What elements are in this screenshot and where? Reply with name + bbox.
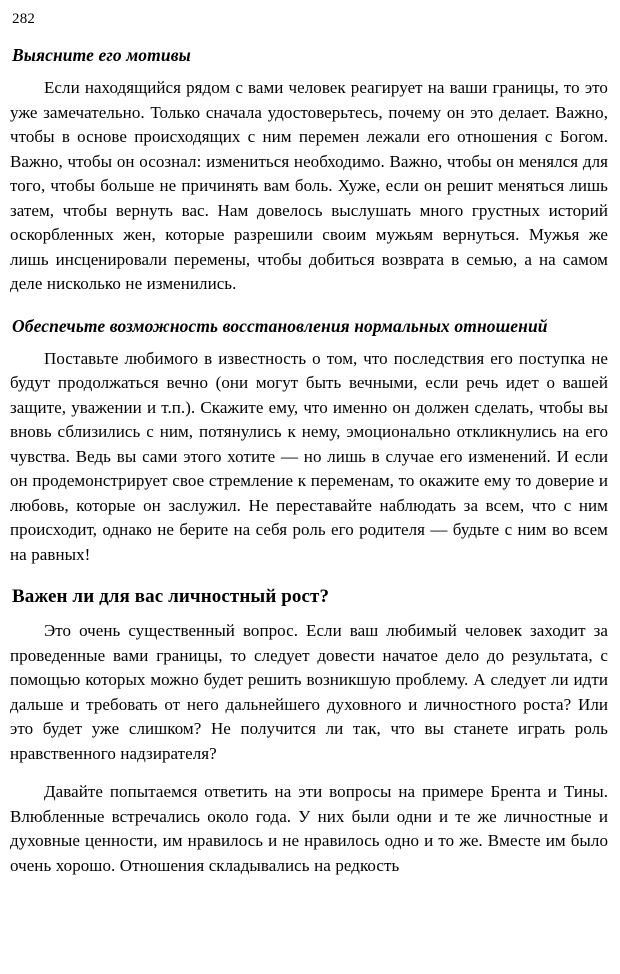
paragraph-restoration: Поставьте любимого в известность о том, что последствия его поступка не будут продолжаться вечно (они могут быть вечными, если речь идет о вашей защите, уважении и т.п.). Скажите ему, что именно он должен сделать, чтобы вы вновь сблизились с ним, потянулись к нему, эмоционально откликнулись на его чувства. Ведь вы сами этого хотите — но лишь в случае его изменений. И если он продемонстрирует свое стремление к переменам, то окажите ему то доверие и любовь, которые он заслужил. Не переставайте наблюдать за всем, что с ним происходит, однако не берите на себя роль его родителя — будьте с ним во всем на равных! (10, 348, 608, 564)
page-number (12, 10, 608, 28)
page-number-value: 282 (12, 11, 36, 27)
section-motives (10, 44, 608, 297)
paragraph-brent-tina: Давайте попытаемся ответить на эти вопросы на примере Брента и Тины. Влюбленные встречались около года. У них были одни и те же личностные и духовные ценности, им нравилось и не нравилось одно и то же. Вместе им было очень хорошо. Отношения складывались на редкость (10, 782, 608, 875)
paragraph-growth-question: Это очень существенный вопрос. Если ваш любимый человек заходит за проведенные вами границы, то следует довести начатое дело до результата, с помощью которых можно будет решить возникшую проблему. А следует ли идти дальше и требовать от него дальнейшего духовного и личностного роста? Или это будет уже слишком? Не получится ли так, что вы станете играть роль нравственного надзирателя? (10, 621, 608, 763)
heading-personal-growth: Важен ли для вас личностный рост? (12, 586, 330, 607)
section-restoration (10, 315, 608, 568)
subheading-restoration: Обеспечьте возможность восстановления нормальных отношений (12, 315, 548, 336)
paragraph-motives: Если находящийся рядом с вами человек реагирует на ваши границы, то это уже замечательно. Только сначала удостоверьтесь, почему он это делает. Важно, чтобы в основе происходящих с ним перемен лежали его отношения с Богом. Важно, чтобы он осознал: измениться необходимо. Важно, чтобы он менялся для того, чтобы больше не причинять вам боль. Хуже, если он решит меняться лишь затем, чтобы вернуть вас. Нам довелось выслушать много грустных историй оскорбленных жен, которые разрешили своим мужьям вернуться. Мужья же лишь инсценировали перемены, чтобы добиться возврата в семью, а на самом деле нисколько не изменились. (10, 78, 608, 293)
section-personal-growth (10, 585, 608, 878)
subheading-motives: Выясните его мотивы (12, 45, 191, 65)
